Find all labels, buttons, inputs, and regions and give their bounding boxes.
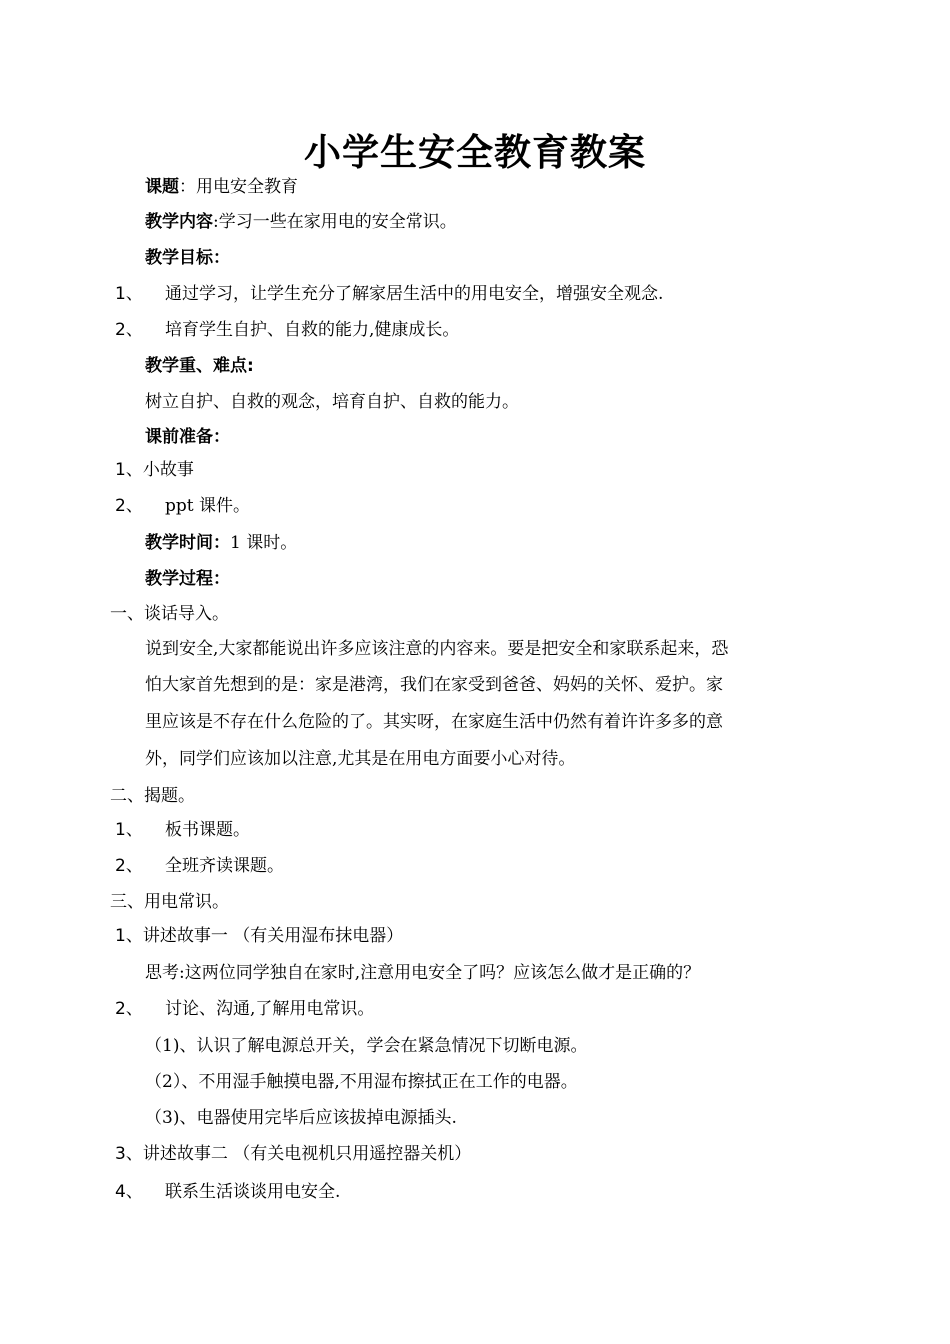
prep-text: 小故事 [142, 460, 194, 480]
prep-item [115, 458, 194, 482]
goal-num: 1、 [115, 284, 143, 304]
section-item [115, 924, 403, 948]
item-text: 讨论、沟通,了解用电常识。 [165, 999, 375, 1019]
item-text: 联系生活谈谈用电安全. [165, 1182, 341, 1202]
content-sep: : [213, 212, 219, 232]
sub-item: （1)、认识了解电源总开关，学会在紧急情况下切断电源。 [145, 1036, 588, 1056]
item-text: 讲述故事二 （有关电视机只用遥控器关机） [142, 1144, 472, 1164]
sub-item: （3)、电器使用完毕后应该拔掉电源插头. [145, 1108, 457, 1128]
page-title: 小学生安全教育教案 [304, 131, 646, 174]
prep-text: ppt 课件。 [165, 496, 250, 516]
content-line [145, 210, 457, 234]
think-question: 思考:这两位同学独自在家时,注意用电安全了吗？应该怎么做才是正确的？ [145, 963, 701, 983]
intro-paragraph-line: 外，同学们应该加以注意,尤其是在用电方面要小心对待。 [145, 749, 576, 769]
topic-line [145, 175, 298, 199]
topic-label: 课题 [145, 177, 179, 197]
item-text: 板书课题。 [165, 820, 250, 840]
item-num: 2、 [115, 856, 143, 876]
item-num: 3、 [115, 1144, 143, 1164]
item-text: 全班齐读课题。 [165, 856, 284, 876]
section-item [115, 854, 284, 878]
prep-num: 1、 [115, 460, 143, 480]
item-text: 讲述故事一 （有关用湿布抹电器） [142, 926, 404, 946]
process-label: 教学过程： [145, 569, 230, 589]
goal-item [115, 282, 663, 306]
topic-sep: ： [179, 177, 196, 197]
intro-paragraph-line: 说到安全,大家都能说出许多应该注意的内容来。要是把安全和家联系起来，恐 [145, 639, 729, 659]
item-num: 1、 [115, 820, 143, 840]
goals-label: 教学目标： [145, 248, 230, 268]
time-value: 1 课时。 [230, 533, 298, 553]
goal-text: 通过学习，让学生充分了解家居生活中的用电安全，增强安全观念. [165, 284, 664, 304]
goal-num: 2、 [115, 320, 143, 340]
section-item [115, 997, 374, 1021]
sub-item: （2）、不用湿手触摸电器,不用湿布擦拭正在工作的电器。 [145, 1072, 578, 1092]
section-heading: 二、揭题。 [110, 786, 195, 806]
section-item [115, 1142, 471, 1166]
section-heading: 三、用电常识。 [110, 892, 229, 912]
section-item [115, 818, 250, 842]
goal-item [115, 318, 459, 342]
content-value: 学习一些在家用电的安全常识。 [218, 212, 457, 232]
topic-value: 用电安全教育 [196, 177, 298, 197]
goal-text: 培育学生自护、自救的能力,健康成长。 [165, 320, 460, 340]
time-label: 教学时间： [145, 533, 230, 553]
item-num: 1、 [115, 926, 143, 946]
prep-num: 2、 [115, 496, 143, 516]
intro-paragraph-line: 怕大家首先想到的是：家是港湾，我们在家受到爸爸、妈妈的关怀、爱护。家 [145, 675, 723, 695]
prep-item [115, 494, 250, 518]
item-num: 4、 [115, 1182, 143, 1202]
section-item [115, 1180, 340, 1204]
keypoints-label: 教学重、难点: [145, 356, 254, 376]
item-num: 2、 [115, 999, 143, 1019]
time-line [145, 531, 297, 555]
section-heading: 一、谈话导入。 [110, 604, 229, 624]
intro-paragraph-line: 里应该是不存在什么危险的了。其实呀，在家庭生活中仍然有着许许多多的意 [145, 712, 723, 732]
keypoints-text: 树立自护、自救的观念，培育自护、自救的能力。 [145, 392, 519, 412]
prep-label: 课前准备： [145, 427, 230, 447]
content-label: 教学内容 [145, 212, 213, 232]
